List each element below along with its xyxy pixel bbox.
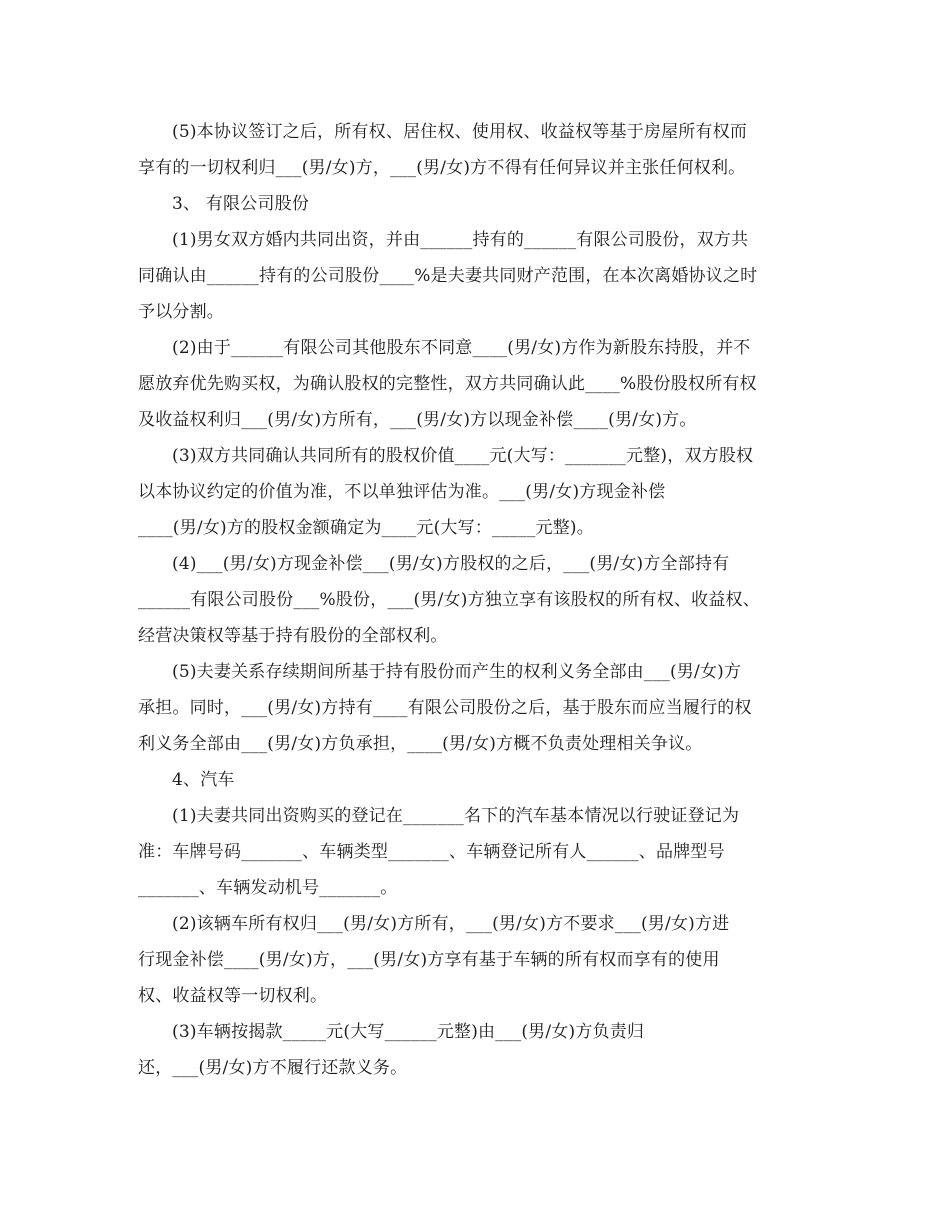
paragraph-line: 以本协议约定的价值为准，不以单独评估为准。___(男/女)方现金补偿 [138,482,666,502]
paragraph-line: 及收益权利归___(男/女)方所有，___(男/女)方以现金补偿____(男/女)方。 [138,410,697,430]
paragraph-line: 享有的一切权利归___(男/女)方，___(男/女)方不得有任何异议并主张任何权利。 [138,158,746,178]
document-body [138,114,814,1086]
paragraph-line: _______、车辆发动机号_______。 [138,878,398,898]
paragraph-line: 权、收益权等一切权利。 [138,986,328,1006]
paragraph-line: (1)男女双方婚内共同出资，并由______持有的______有限公司股份，双方共 [172,230,749,250]
paragraph-line: 还，___(男/女)方不履行还款义务。 [138,1058,408,1078]
paragraph-line: ____(男/女)方的股权金额确定为____元(大写：_____元整)。 [138,518,594,538]
paragraph-line: (3)双方共同确认共同所有的股权价值____元(大写：_______元整)，双方股权 [172,446,754,466]
paragraph-line: (2)由于______有限公司其他股东不同意____(男/女)方作为新股东持股，并不 [172,338,751,358]
paragraph-line: 承担。同时，___(男/女)方持有____有限公司股份之后，基于股东而应当履行的权 [138,698,752,718]
paragraph-line: ______有限公司股份___%股份，___(男/女)方独立享有该股权的所有权、收益权、 [138,590,760,610]
paragraph-line: (4)___(男/女)方现金补偿___(男/女)方股权的之后，___(男/女)方全部持有 [172,554,730,574]
paragraph-line: 利义务全部由___(男/女)方负承担，____(男/女)方概不负责处理相关争议。 [138,734,703,754]
paragraph-line: (3)车辆按揭款_____元(大写______元整)由___(男/女)方负责归 [172,1022,645,1042]
section-heading: 4、汽车 [172,770,235,790]
paragraph-line: (1)夫妻共同出资购买的登记在_______名下的汽车基本情况以行驶证登记为 [172,806,740,826]
paragraph-line: 同确认由______持有的公司股份____%是夫妻共同财产范围，在本次离婚协议之时 [138,266,758,286]
paragraph-line: (5)夫妻关系存续期间所基于持有股份而产生的权利义务全部由___(男/女)方 [172,662,742,682]
paragraph-line: 愿放弃优先购买权，为确认股权的完整性，双方共同确认此____%股份股权所有权 [138,374,757,394]
section-heading: 3、 有限公司股份 [172,194,310,214]
paragraph-line: 予以分割。 [138,302,224,322]
paragraph-line: 准：车牌号码_______、车辆类型_______、车辆登记所有人______、品牌型号 [138,842,725,862]
paragraph-line: 经营决策权等基于持有股份的全部权利。 [138,626,448,646]
paragraph-line: (2)该辆车所有权归___(男/女)方所有，___(男/女)方不要求___(男/女)方进 [172,914,730,934]
paragraph-line: 行现金补偿____(男/女)方，___(男/女)方享有基于车辆的所有权而享有的使用 [138,950,720,970]
paragraph-line: (5)本协议签订之后，所有权、居住权、使用权、收益权等基于房屋所有权而 [172,122,748,142]
